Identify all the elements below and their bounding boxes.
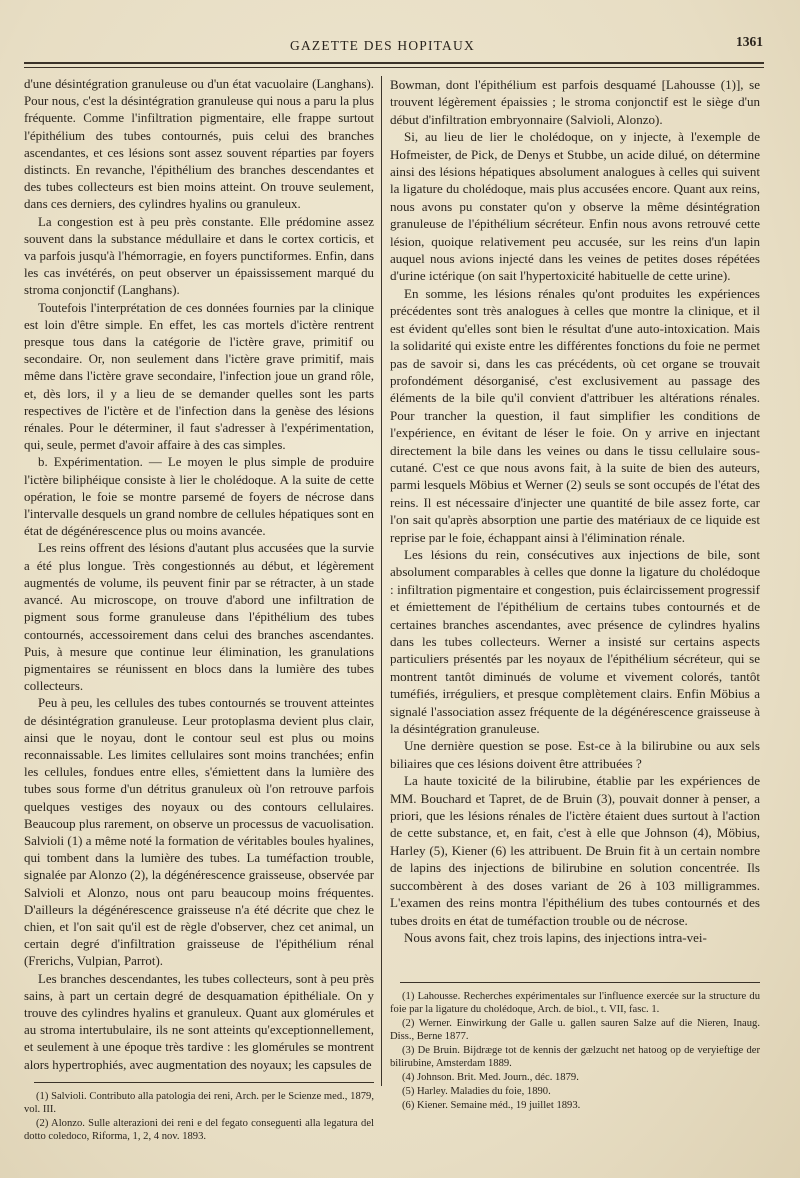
page-header: [20, 34, 775, 60]
footnote: (5) Harley. Maladies du foie, 1890.: [402, 1086, 551, 1097]
paragraph: Si, au lieu de lier le cholédoque, on y injecte, à l'exemple de Hofmeister, de Pick, de Denys et Stubbe, un acide dilué, on détermine ainsi des lésions hépatiques absolument analogues à celles qui suivent la ligature du cholédoque, mais plus accusées encore. Quant aux reins, nous avons pu constater qu'on y observe la même désintégration granuleuse de l'épithélium sécréteur. Enfin nous avons retrouvé cette lésion, quoique relativement peu accusée, sur les reins d'un lapin auquel nous avions injecté dans les veines de petites doses répétées d'urine ictérique (on sait l'hypertoxicité habituelle de cette urine).: [390, 129, 760, 284]
paragraph: Une dernière question se pose. Est-ce à la bilirubine ou aux sels biliaires que ces lésions doivent être attribuées ?: [390, 738, 760, 771]
paragraph: Peu à peu, les cellules des tubes contournés se trouvent atteintes de désintégration granuleuse. Leur protoplasma devient plus clair, ainsi que le noyau, dont le contour seul est plus ou moins reconnaissable. Les limites cellulaires sont moins tranchées; enfin les cellules, fondues entre elles, s'émiettent dans la lumière des tubes sous forme d'un détritus granuleux où l'on retrouve parfois quelques vestiges des noyaux ou des contours cellulaires. Beaucoup plus rarement, on observe un processus de vacuolisation. Salvioli (1) a même noté la formation de véritables boules hyalines, qui tombent dans la lumière des tubes. La tuméfaction trouble, signalée par Alonzo (2), la dégénérescence graisseuse, observée par Salvioli et Alonzo, nous ont paru beaucoup moins fréquentes. D'ailleurs la dégénérescence graisseuse n'a été décrite que chez le chien, et l'on sait qu'il est de règle d'observer, chez cet animal, un certain degré d'infiltration graisseuse de l'épithélium rénal (Frerichs, Vulpian, Parrot).: [24, 696, 374, 969]
paragraph: La congestion est à peu près constante. Elle prédomine assez souvent dans la substance médullaire et dans le cortex corticis, et va parfois jusqu'à l'hémorragie, en foyers punctiformes. Enfin, dans les cas invétérés, on peut observer un épaississement marqué du stroma conjonctif (Langhans).: [24, 214, 374, 298]
paragraph: Toutefois l'interprétation de ces données fournies par la clinique est loin d'être simple. En effet, les cas mortels d'ictère rentrent presque tous dans la catégorie de l'ictère grave, primitif ou secondaire. Or, non seulement dans l'ictère grave primitif, mais même dans l'ictère grave secondaire, l'infection joue un grand rôle, et, dès lors, il y a lieu de se demander quelles sont les parts respectives de l'ictère et de l'infection dans la genèse des lésions rénales. Pour le déterminer, il faut s'adresser à l'expérimentation, qui, seule, permet d'avoir affaire à des cas simples.: [24, 300, 374, 453]
footnote: (2) Werner. Einwirkung der Galle u. gallen sauren Salze auf die Nieren, Inaug. Diss., Berne 1877.: [390, 1018, 760, 1042]
footnotes-right: [390, 990, 760, 1113]
footnotes-left: [24, 1090, 374, 1144]
paragraph: Les reins offrent des lésions d'autant plus accusées que la survie a été plus longue. Très congestionnés au début, et légèrement augmentés de volume, ils peuvent finir par se rétracter, à un stade avancé. Au microscope, on trouve d'abord une infiltration de pigment sous forme granuleuse dans l'épithélium des tubes contournés, accessoirement dans celui des branches ascendantes. Puis, à mesure que continue leur élimination, les granulations pigmentaires se réunissent en blocs dans la lumière des tubes collecteurs.: [24, 541, 374, 694]
header-rule-thick: [24, 62, 764, 64]
footnote-rule-right: [400, 982, 760, 983]
paragraph: En somme, les lésions rénales qu'ont produites les expériences précédentes sont très analogues à celles que montre la clinique, et il est évident qu'elles sont bien le résultat d'une auto-intoxication. Mais la solidarité qui existe entre les différentes fonctions du foie ne permet pas de savoir si, dans les cas précédents, où cet organe se trouvait profondément désorganisé, c'est exclusivement au passage des éléments de la bile qu'il convient d'attribuer les altérations rénales. Pour trancher la question, il faut simplifier les conditions de l'expérience, en évitant de léser le foie. On y arrive en injectant directement la bile dans les veines ou dans le tissu cellulaire sous-cutané. C'est ce que nous avons fait, à la suite de bien des auteurs, parmi lesquels Möbius et Werner (2) seuls se sont occupés de l'état des reins. Il est nécessaire d'injecter une quantité de bile assez forte, car l'on sait qu'après absorption une partie des matériaux de ce liquide est reprise par le foie, échappant ainsi à l'élimination rénale.: [390, 285, 760, 545]
left-column: [24, 76, 374, 1074]
paragraph: Les lésions du rein, consécutives aux injections de bile, sont absolument comparables à celles que donne la ligature du cholédoque : infiltration pigmentaire et congestion, puis éclaircissement progressif et émiettement de l'épithélium de certains tubes contournés et de certaines branches ascendantes, avec présence de cylindres hyalins dans les tubes collecteurs. Werner a insisté sur certains aspects particuliers présentés par les noyaux de l'épithélium sécréteur, qui se montrent tantôt diminués de volume et vivement colorés, tantôt tuméfiés, irréguliers, et presque complètement clairs. Enfin Möbius a signalé l'association assez fréquente de la dégénérescence graisseuse à la désintégration granuleuse.: [390, 546, 760, 737]
header-rule-thin: [24, 67, 764, 68]
paragraph: Nous avons fait, chez trois lapins, des injections intra-vei-: [404, 929, 707, 945]
footnote: (1) Lahousse. Recherches expérimentales sur l'influence exercée sur la structure du foie par la ligature du cholédoque, Arch. de biol., t. VII, fasc. 1.: [390, 991, 760, 1015]
paragraph: Bowman, dont l'épithélium est parfois desquamé [Lahousse (1)], se trouvent légèrement épaissies ; le stroma conjonctif est le siège d'un début d'infiltration embryonnaire (Salvioli, Alonzo).: [390, 77, 760, 127]
footnote: (2) Alonzo. Sulle alterazioni dei reni e del fegato conseguenti alla legatura del dotto coledoco, Riforma, 1, 2, 4 nov. 1893.: [24, 1118, 374, 1142]
paragraph: d'une désintégration granuleuse ou d'un état vacuolaire (Langhans). Pour nous, c'est la désintégration granuleuse qui nous a paru la plus fréquente. Comme l'infiltration pigmentaire, elle frappe surtout l'épithélium des tubes contournés, puis celui des branches ascendantes, et ces lésions sont assez souvent réparties par foyers distincts. En revanche, l'épithélium des branches descendantes et des tubes collecteurs est bien moins atteint. On trouve seulement, dans ces derniers, des cylindres hyalins ou granuleux.: [24, 77, 374, 212]
footnote: (6) Kiener. Semaine méd., 19 juillet 1893.: [402, 1100, 581, 1111]
page-number: 1361: [736, 34, 763, 49]
paragraph: Les branches descendantes, les tubes collecteurs, sont à peu près sains, à part un certain degré de desquamation épithéliale. On y trouve des cylindres hyalins et granuleux. Quant aux glomérules et au stroma intertubulaire, ils ne sont atteints qu'exceptionnellement, et seulement à une époque très tardive : les glomérules se montrent alors hypertrophiés, avec augmentation des noyaux; les capsules de: [24, 971, 374, 1072]
footnote: (3) De Bruin. Bijdræge tot de kennis der gælzucht net hatoog op de veryieftige der bilirubine, Amsterdam 1889.: [390, 1045, 760, 1069]
right-column: [390, 76, 760, 946]
paragraph: La haute toxicité de la bilirubine, établie par les expériences de MM. Bouchard et Tapret, de de Bruin (3), pouvait donner à penser, a priori, que les lésions rénales de l'ictère étaient dues surtout à l'action de cette substance, et, en fait, c'est à elle que Johnson (4), Möbius, Harley (5), Kiener (6) les attribuent. De Bruin fit à un certain nombre de lapins des injections de bilirubine en solution concentrée. Ils succombèrent à des doses variant de 26 à 103 milligrammes. L'examen des reins montra l'épithélium des tubes contournés et des tubes droits en état de tuméfaction trouble ou de nécrose.: [390, 773, 760, 928]
column-divider: [381, 76, 382, 1086]
footnote-rule-left: [34, 1082, 374, 1083]
paragraph: b. Expérimentation. — Le moyen le plus simple de produire l'ictère biliphéique consiste à lier le cholédoque. A la suite de cette opération, le foie se montre parsemé de foyers de nécrose dans l'intervalle desquels un grand nombre de cellules hépatiques sont en état de dégénérescence plus ou moins avancée.: [24, 455, 374, 539]
footnote: (4) Johnson. Brit. Med. Journ., déc. 1879.: [402, 1072, 579, 1083]
journal-title: GAZETTE DES HOPITAUX: [290, 38, 475, 53]
footnote: (1) Salvioli. Contributo alla patologia dei reni, Arch. per le Scienze med., 1879, vol. III.: [24, 1091, 374, 1115]
